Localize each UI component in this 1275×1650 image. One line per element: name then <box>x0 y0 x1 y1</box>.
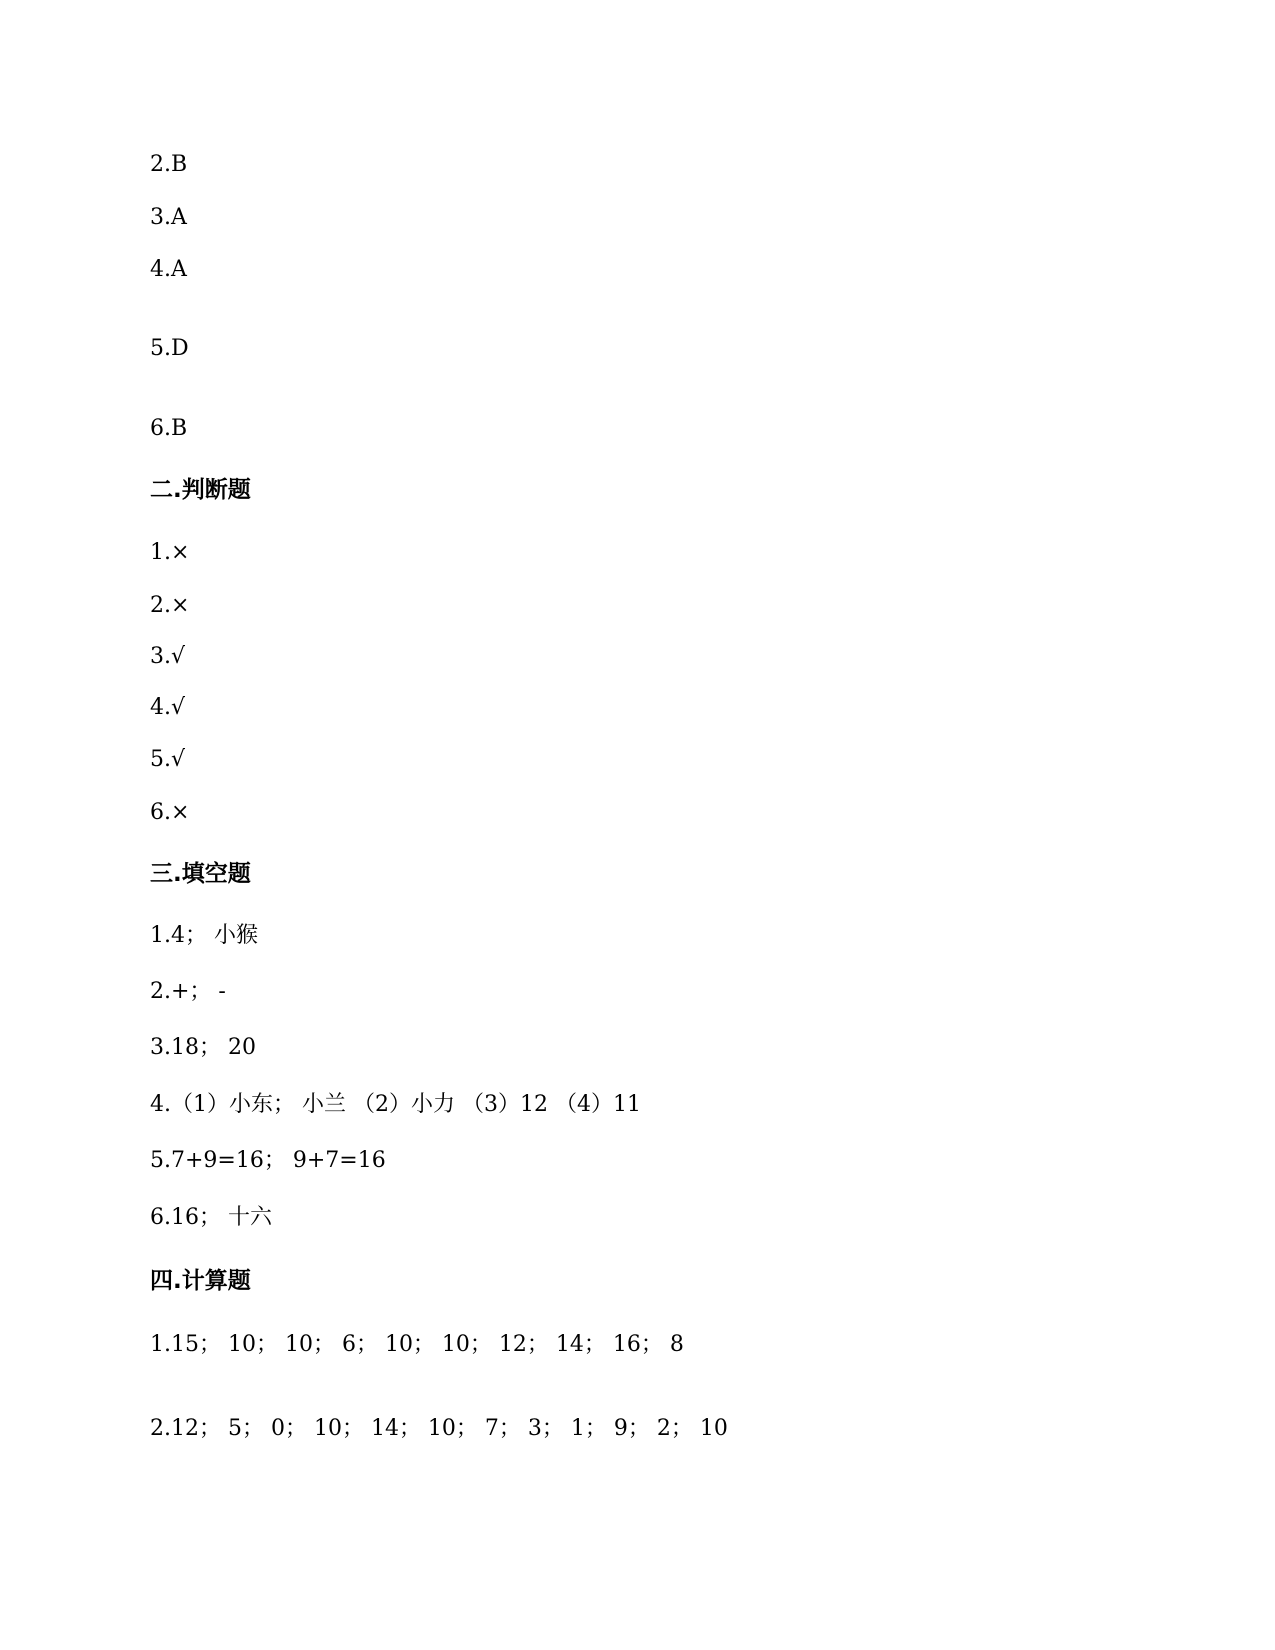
answer-item: 2.+； - <box>150 979 226 1004</box>
section-heading: 四.计算题 <box>150 1268 251 1294</box>
answer-item: 5.7+9=16； 9+7=16 <box>150 1148 386 1173</box>
answer-item: 4.√ <box>150 695 186 720</box>
answer-item: 2.× <box>150 593 190 618</box>
answer-item: 5.D <box>150 336 189 361</box>
answer-item: 1.4； 小猴 <box>150 923 258 948</box>
answer-item: 6.16； 十六 <box>150 1205 272 1230</box>
answer-item: 5.√ <box>150 747 186 772</box>
answer-item: 2.B <box>150 152 188 177</box>
answer-item: 4.A <box>150 257 187 282</box>
answer-item: 3.A <box>150 205 187 230</box>
section-heading: 三.填空题 <box>150 861 251 887</box>
answer-item: 2.12； 5； 0； 10； 14； 10； 7； 3； 1； 9； 2； 10 <box>150 1416 728 1441</box>
answer-item: 6.B <box>150 416 188 441</box>
section-heading: 二.判断题 <box>150 477 251 503</box>
answer-item: 3.√ <box>150 644 186 669</box>
answer-item: 4.（1）小东； 小兰 （2）小力 （3）12 （4）11 <box>150 1092 641 1117</box>
answer-item: 3.18； 20 <box>150 1035 256 1060</box>
answer-item: 1.× <box>150 540 190 565</box>
answer-item: 6.× <box>150 800 190 825</box>
answer-item: 1.15； 10； 10； 6； 10； 10； 12； 14； 16； 8 <box>150 1332 684 1357</box>
